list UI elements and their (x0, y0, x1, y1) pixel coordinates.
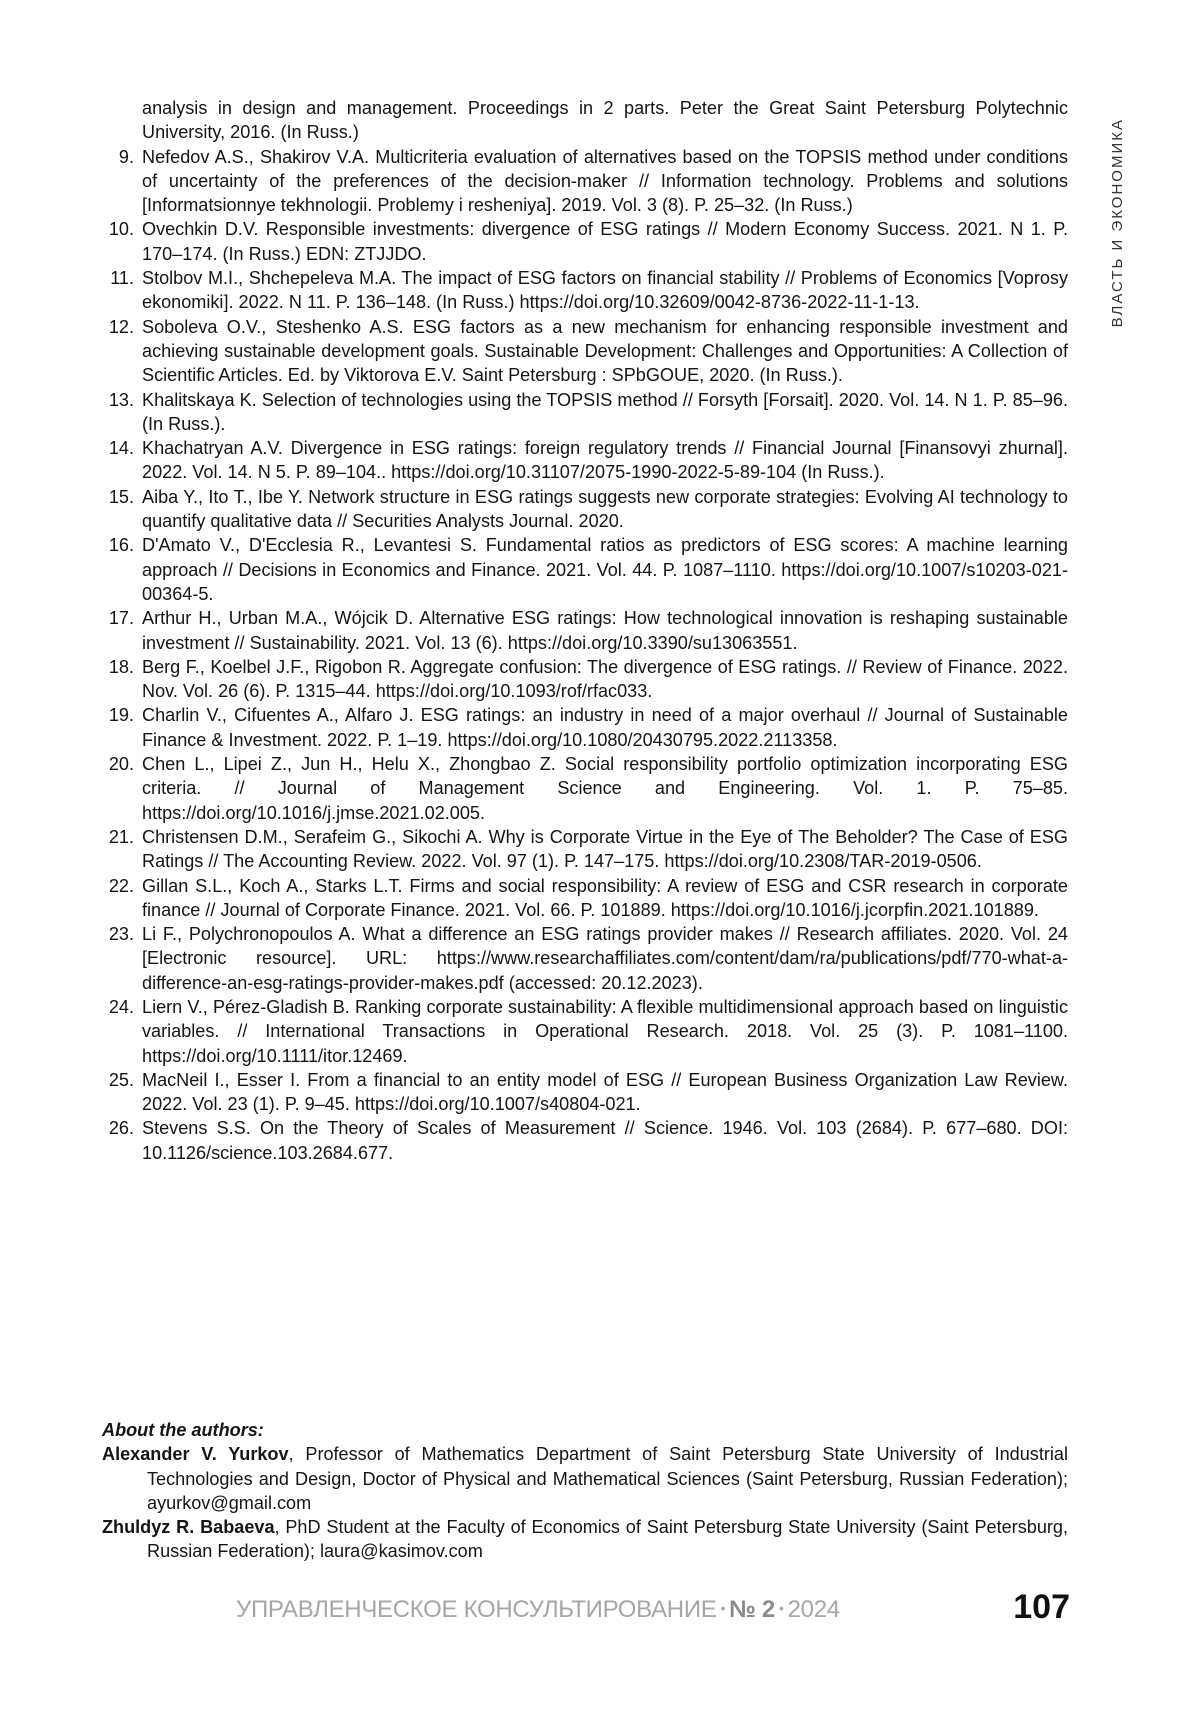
reference-text: analysis in design and management. Proceedings in 2 parts. Peter the Great Saint Petersburg Polytechnic University, 2016. (In Russ.) (142, 98, 1068, 142)
reference-number: 20. (102, 752, 134, 776)
reference-text: MacNeil I., Esser I. From a financial to an entity model of ESG // European Business Organization Law Review. 2022. Vol. 23 (1). P. 9–45. https://doi.org/10.1007/s40804-021. (142, 1070, 1068, 1114)
reference-number: 25. (102, 1068, 134, 1092)
reference-number: 24. (102, 995, 134, 1019)
journal-title: УПРАВЛЕНЧЕСКОЕ КОНСУЛЬТИРОВАНИЕ (236, 1596, 717, 1623)
reference-text: D'Amato V., D'Ecclesia R., Levantesi S. Fundamental ratios as predictors of ESG scores: A machine learning approach // Decisions in Economics and Finance. 2021. Vol. 44. P. 1087–1110. https://doi.org/10.1007/s10203-021-00364-5. (142, 535, 1068, 604)
reference-text: Christensen D.M., Serafeim G., Sikochi A. Why is Corporate Virtue in the Eye of The Beholder? The Case of ESG Ratings // The Accounting Review. 2022. Vol. 97 (1). P. 147–175. https://doi.org/10.2308/TAR-2019-0506. (142, 827, 1068, 871)
reference-item (102, 922, 1068, 995)
reference-number: 17. (102, 606, 134, 630)
reference-number: 14. (102, 436, 134, 460)
reference-number: 19. (102, 703, 134, 727)
page-footer (0, 1585, 1200, 1635)
reference-text: Charlin V., Cifuentes A., Alfaro J. ESG ratings: an industry in need of a major overhaul // Journal of Sustainable Finance & Investment. 2022. P. 1–19. https://doi.org/10.1080/20430795.2022.2113358. (142, 705, 1068, 749)
reference-number: 22. (102, 874, 134, 898)
separator-dot: • (779, 1600, 784, 1616)
reference-item (102, 436, 1068, 485)
reference-number: 10. (102, 217, 134, 241)
reference-text: Gillan S.L., Koch A., Starks L.T. Firms and social responsibility: A review of ESG and CSR research in corporate finance // Journal of Corporate Finance. 2021. Vol. 66. P. 101889. https://doi.org/10.1016/j.jcorpfin.2021.101889. (142, 876, 1068, 920)
authors-heading: About the authors: (102, 1418, 1068, 1442)
reference-item (102, 703, 1068, 752)
reference-number: 13. (102, 388, 134, 412)
reference-text: Arthur H., Urban M.A., Wójcik D. Alternative ESG ratings: How technological innovation is reshaping sustainable investment // Sustainability. 2021. Vol. 13 (6). https://doi.org/10.3390/su13063551. (142, 608, 1068, 652)
reference-number: 11. (102, 266, 134, 290)
reference-item (102, 874, 1068, 923)
section-label: ВЛАСТЬ И ЭКОНОМИКА (1109, 118, 1126, 327)
reference-text: Chen L., Lipei Z., Jun H., Helu X., Zhongbao Z. Social responsibility portfolio optimization incorporating ESG criteria. // Journal of Management Science and Engineering. Vol. 1. P. 75–85. https://doi.org/10.1016/j.jmse.2021.02.005. (142, 754, 1068, 823)
reference-item (102, 388, 1068, 437)
reference-text: Stevens S.S. On the Theory of Scales of Measurement // Science. 1946. Vol. 103 (2684). P. 677–680. DOI: 10.1126/science.103.2684.677. (142, 1118, 1068, 1162)
issue-number: № 2 (729, 1596, 775, 1623)
author-entry (102, 1442, 1068, 1515)
reference-item (102, 606, 1068, 655)
reference-text: Khachatryan A.V. Divergence in ESG ratings: foreign regulatory trends // Financial Journal [Finansovyi zhurnal]. 2022. Vol. 14. N 5. P. 89–104.. https://doi.org/10.31107/2075-1990-2022-5-89-104 (In Russ.). (142, 438, 1068, 482)
reference-text: Aiba Y., Ito T., Ibe Y. Network structure in ESG ratings suggests new corporate strategies: Evolving AI technology to quantify qualitative data // Securities Analysts Journal. 2020. (142, 487, 1068, 531)
reference-item (102, 1116, 1068, 1165)
reference-number: 18. (102, 655, 134, 679)
reference-number: 12. (102, 315, 134, 339)
reference-number: 16. (102, 533, 134, 557)
reference-number: 23. (102, 922, 134, 946)
reference-text: Berg F., Koelbel J.F., Rigobon R. Aggregate confusion: The divergence of ESG ratings. // Review of Finance. 2022. Nov. Vol. 26 (6). P. 1315–44. https://doi.org/10.1093/rof/rfac033. (142, 657, 1068, 701)
section-sidebar (1106, 92, 1128, 354)
author-details: , PhD Student at the Faculty of Economics of Saint Petersburg State University (Saint Petersburg, Russian Federation); laura@kasimov.com (147, 1517, 1068, 1561)
reference-item (102, 825, 1068, 874)
reference-text: Khalitskaya K. Selection of technologies using the TOPSIS method // Forsyth [Forsait]. 2020. Vol. 14. N 1. P. 85–96. (In Russ.). (142, 390, 1068, 434)
reference-text: Stolbov M.I., Shchepeleva M.A. The impact of ESG factors on financial stability // Problems of Economics [Voprosy ekonomiki]. 2022. N 11. P. 136–148. (In Russ.) https://doi.org/10.32609/0042-8736-2022-11-1-13. (142, 268, 1068, 312)
page-number: 107 (1013, 1588, 1070, 1627)
author-details: , Professor of Mathematics Department of Saint Petersburg State University of Industrial Technologies and Design, Doctor of Physical and Mathematical Sciences (Saint Petersburg, Russian Federation); ayurkov@gmail.com (147, 1444, 1068, 1513)
reference-item (102, 315, 1068, 388)
reference-text: Liern V., Pérez-Gladish B. Ranking corporate sustainability: A flexible multidimensional approach based on linguistic variables. // International Transactions in Operational Research. 2018. Vol. 25 (3). P. 1081–1100. https://doi.org/10.1111/itor.12469. (142, 997, 1068, 1066)
reference-number: 26. (102, 1116, 134, 1140)
reference-text: Soboleva O.V., Steshenko A.S. ESG factors as a new mechanism for enhancing responsible investment and achieving sustainable development goals. Sustainable Development: Challenges and Opportunities: A Collection of Scientific Articles. Ed. by Viktorova E.V. Saint Petersburg : SPbGOUE, 2020. (In Russ.). (142, 317, 1068, 386)
about-authors (102, 1418, 1068, 1564)
reference-item (102, 217, 1068, 266)
reference-text: Li F., Polychronopoulos A. What a difference an ESG ratings provider makes // Research affiliates. 2020. Vol. 24 [Electronic resource]. URL: https://www.researchaffiliates.com/content/dam/ra/publications/pdf/770-what-a-difference-an-esg-ratings-provider-makes.pdf (accessed: 20.12.2023). (142, 924, 1068, 993)
author-name: Zhuldyz R. Babaeva (102, 1517, 275, 1537)
reference-text: Ovechkin D.V. Responsible investments: divergence of ESG ratings // Modern Economy Success. 2021. N 1. P. 170–174. (In Russ.) EDN: ZTJJDO. (142, 219, 1068, 263)
reference-item (102, 752, 1068, 825)
author-entry (102, 1515, 1068, 1564)
reference-item (102, 533, 1068, 606)
reference-item (102, 266, 1068, 315)
reference-item (102, 485, 1068, 534)
issue-year: 2024 (788, 1596, 840, 1623)
reference-item (102, 96, 1068, 145)
reference-item (102, 995, 1068, 1068)
reference-item (102, 655, 1068, 704)
reference-number: 21. (102, 825, 134, 849)
reference-list (102, 96, 1068, 1165)
reference-text: Nefedov A.S., Shakirov V.A. Multicriteria evaluation of alternatives based on the TOPSIS method under conditions of uncertainty of the preferences of the decision-maker // Information technology. Problems and solutions [Informatsionnye tekhnologii. Problemy i resheniya]. 2019. Vol. 3 (8). P. 25–32. (In Russ.) (142, 147, 1068, 216)
reference-item (102, 1068, 1068, 1117)
author-name: Alexander V. Yurkov (102, 1444, 289, 1464)
separator-dot: • (721, 1600, 726, 1616)
journal-running-title (236, 1596, 840, 1624)
reference-number: 15. (102, 485, 134, 509)
reference-number: 9. (102, 145, 134, 169)
reference-item (102, 145, 1068, 218)
